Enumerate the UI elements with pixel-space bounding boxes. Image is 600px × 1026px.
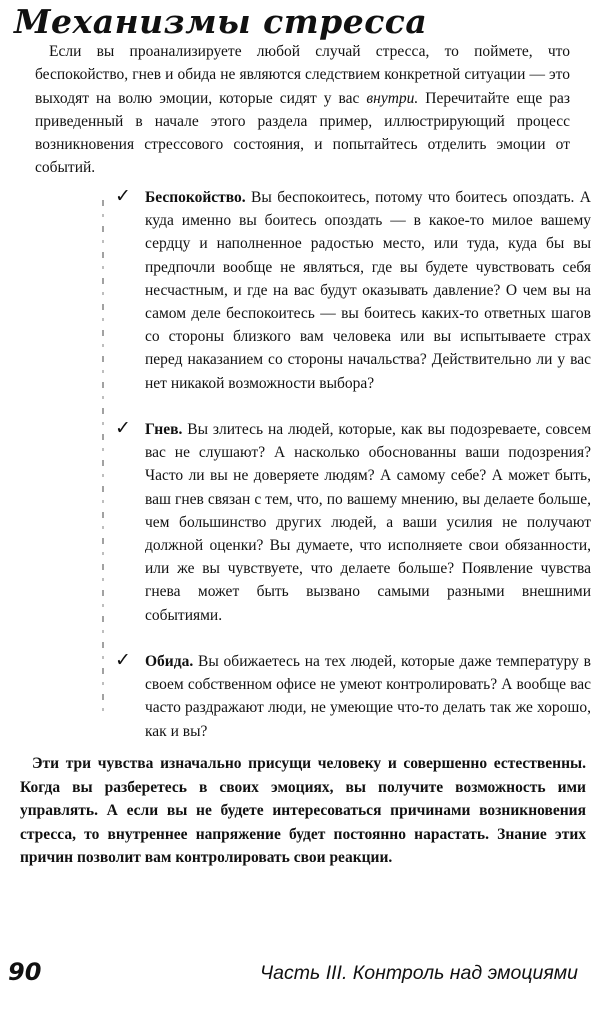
list-item-term: Гнев.: [145, 421, 183, 438]
list-item-anger: [115, 417, 591, 650]
list-item-anxiety: [115, 185, 591, 418]
conclusion-paragraph: Эти три чувства изначально присущи человеку и совершенно естественны. Когда вы разберетесь в своих эмоциях, вы получите возможность ими управлять. А если вы не будете интересоваться причинами возникновения стресса, то внутреннее напряжение будет постоянно нарастать. Знание этих причин позволит вам контролировать свои реакции.: [20, 755, 586, 866]
list-item-text: [145, 186, 591, 395]
list-item-text: [145, 650, 591, 743]
intro-paragraph: [35, 40, 570, 180]
emotions-list: [115, 186, 591, 743]
intro-text-rest: Перечитайте еще раз приведенный в начале этого раздела пример, иллюстрирующий процесс возникновения стрессового состояния, и попытайтесь отделить эмоции от событий.: [35, 89, 570, 177]
list-item-body: Вы беспокоитесь, потому что боитесь опоздать. А куда именно вы боитесь опоздать — в какое-то милое вашему сердцу и наполненное радостью место, или туда, куда бы вы предпочли вообще не являться, где вы будете чувствовать себя несчастным, и где на вас будут оказывать давление? О чем вы на самом деле беспокоитесь — вы боитесь каких-то ответных шагов со стороны близкого вам человека или вы испытываете страх перед наказанием со стороны начальства? Действительно ли у вас нет никакой возможности выбора?: [145, 189, 591, 392]
running-footer: Часть III. Контроль над эмоциями: [260, 962, 578, 984]
list-item-resentment: [115, 649, 591, 743]
checkmark-icon: ✓: [115, 649, 131, 671]
page-number: 90: [8, 958, 42, 986]
intro-emphasis: внутри.: [366, 89, 419, 107]
checkmark-icon: ✓: [115, 417, 131, 439]
scan-margin-marks: [102, 200, 104, 720]
list-item-term: Беспокойство.: [145, 189, 246, 206]
section-heading: Механизмы стресса: [14, 2, 428, 41]
list-item-text: [145, 418, 591, 627]
list-item-body: Вы злитесь на людей, которые, как вы подозреваете, совсем вас не слушают? А насколько обоснованны ваши подозрения? Часто ли вы не доверяете людям? А самому себе? А может быть, ваш гнев связан с тем, что, по вашему мнению, вы делаете больше, чем большинство других людей, а ваши усилия не получают должной оценки? Вы думаете, что исполняете свои обязанности, или же вы чувствуете, что делаете больше? Появление чувства гнева может быть вызвано самыми разными внешними событиями.: [145, 421, 591, 624]
list-item-body: Вы обижаетесь на тех людей, которые даже температуру в своем собственном офисе не умеют контролировать? А вообще вас часто раздражают люди, не умеющие что-то делать так же хорошо, как и вы?: [145, 653, 591, 740]
list-item-term: Обида.: [145, 653, 194, 670]
checkmark-icon: ✓: [115, 185, 131, 207]
intro-text: Если вы проанализируете любой случай стресса, то поймете, что беспокойство, гнев и обида не являются следствием конкретной ситуации — это выходят на волю эмоции, которые сидят у вас: [35, 43, 570, 107]
